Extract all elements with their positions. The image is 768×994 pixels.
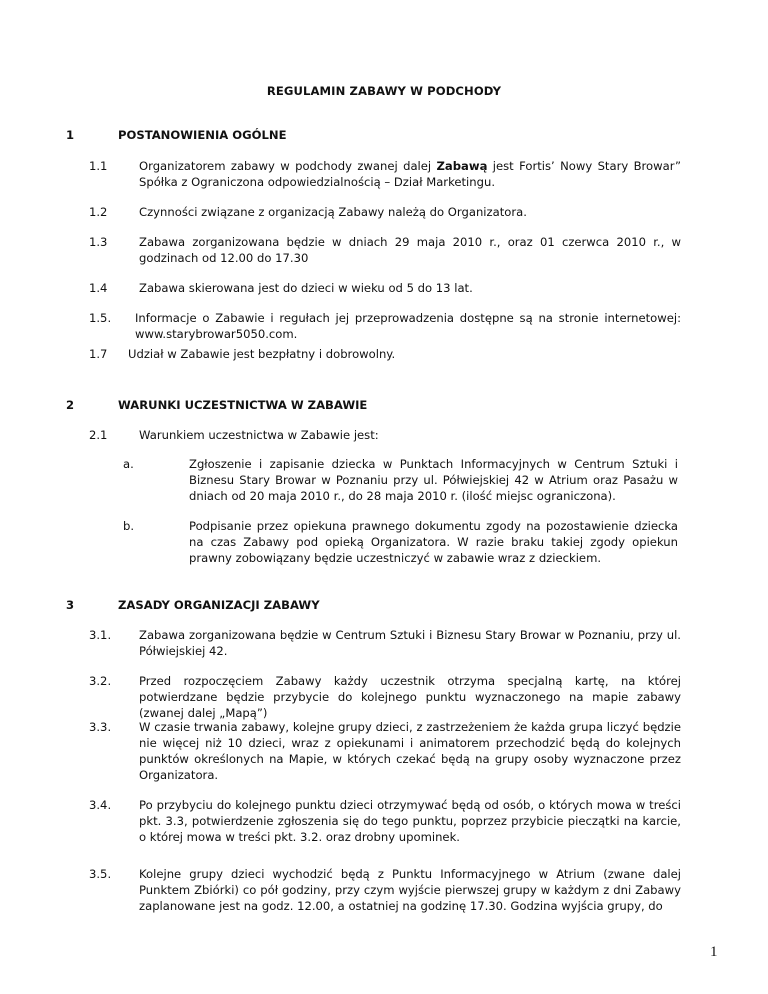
item-text: Warunkiem uczestnictwa w Zabawie jest: (139, 428, 379, 442)
item-number: 1.7 (89, 347, 108, 361)
item-number: b. (123, 519, 135, 533)
item-number: 1.1 (89, 159, 108, 173)
item-text: Podpisanie przez opiekuna prawnego dokumentu zgody na pozostawienie dziecka na czas Zabawy pod opieką Organizatora. W razie braku takiej zgody opiekun prawny zobowiązany będzie uczestniczyć w zabawie wraz z dzieckiem. (189, 519, 678, 565)
section-title: WARUNKI UCZESTNICTWA W ZABAWIE (118, 398, 368, 412)
item-number: 1.4 (89, 281, 108, 295)
item-text: Udział w Zabawie jest bezpłatny i dobrowolny. (128, 347, 396, 361)
item-number: 3.3. (89, 720, 112, 734)
item-number: 3.2. (89, 674, 112, 688)
item-text: W czasie trwania zabawy, kolejne grupy dzieci, z zastrzeżeniem że każda grupa liczyć będzie nie więcej niż 10 dzieci, wraz z opiekunami i animatorem przechodzić będą do kolejnych punktów określonych na Mapie, w których czekać będą na grupy osoby wyznaczone przez Organizatora. (139, 720, 681, 782)
item-text: Czynności związane z organizacją Zabawy należą do Organizatora. (139, 205, 527, 219)
item-text: Zgłoszenie i zapisanie dziecka w Punktach Informacyjnych w Centrum Sztuki i Biznesu Stary Browar w Poznaniu przy ul. Półwiejskiej 42 w Atrium oraz Pasażu w dniach od 20 maja 2010 r., do 28 maja 2010 r. (ilość miejsc ograniczona). (189, 457, 678, 503)
item-number: 1.2 (89, 205, 108, 219)
page-number: 1 (710, 944, 718, 960)
item-number: 2.1 (89, 428, 108, 442)
section-number: 1 (66, 128, 75, 142)
item-number: 3.1. (89, 628, 112, 642)
section-title: ZASADY ORGANIZACJI ZABAWY (118, 598, 320, 612)
section-number: 2 (66, 398, 75, 412)
item-text: Informacje o Zabawie i regułach jej przeprowadzenia dostępne są na stronie internetowej: www.starybrowar5050.com. (135, 311, 681, 341)
item-text: Przed rozpoczęciem Zabawy każdy uczestnik otrzyma specjalną kartę, na której potwierdzane będzie przybycie do kolejnego punktu wyznaczonego na mapie zabawy (zwanej dalej „Mapą”) (139, 674, 681, 720)
item-text: Zabawa zorganizowana będzie w dniach 29 maja 2010 r., oraz 01 czerwca 2010 r., w godzinach od 12.00 do 17.30 (139, 235, 681, 265)
item-number: 3.5. (89, 867, 112, 881)
item-text (139, 158, 681, 190)
item-text: Po przybyciu do kolejnego punktu dzieci otrzymywać będą od osób, o których mowa w treści pkt. 3.3, potwierdzenie zgłoszenia się do tego punktu, poprzez przybicie pieczątki na karcie, o której mowa w treści pkt. 3.2. oraz drobny upominek. (139, 798, 681, 844)
item-text: Zabawa skierowana jest do dzieci w wieku od 5 do 13 lat. (139, 281, 473, 295)
item-number: a. (123, 457, 134, 471)
section-number: 3 (66, 598, 75, 612)
item-text-bold: Zabawą (436, 159, 488, 173)
item-text-part: Organizatorem zabawy w podchody zwanej dalej (139, 159, 437, 173)
item-text: Kolejne grupy dzieci wychodzić będą z Punktu Informacyjnego w Atrium (zwane dalej Punktem Zbiórki) co pół godziny, przy czym wyjście pierwszej grupy w każdym z dni Zabawy zaplanowane jest na godz. 12.00, a ostatniej na godzinę 17.30. Godzina wyjścia grupy, do (139, 867, 681, 913)
document-title: REGULAMIN ZABAWY W PODCHODY (266, 84, 502, 98)
item-text: Zabawa zorganizowana będzie w Centrum Sztuki i Biznesu Stary Browar w Poznaniu, przy ul. Półwiejskiej 42. (139, 628, 681, 658)
item-number: 3.4. (89, 798, 112, 812)
item-number: 1.3 (89, 235, 108, 249)
item-number: 1.5. (89, 311, 112, 325)
section-title: POSTANOWIENIA OGÓLNE (118, 128, 287, 142)
item-text-part: jest Fortis’ Nowy Stary Browar” Spółka z Ograniczona odpowiedzialnością – Dział Marketingu. (139, 159, 681, 189)
